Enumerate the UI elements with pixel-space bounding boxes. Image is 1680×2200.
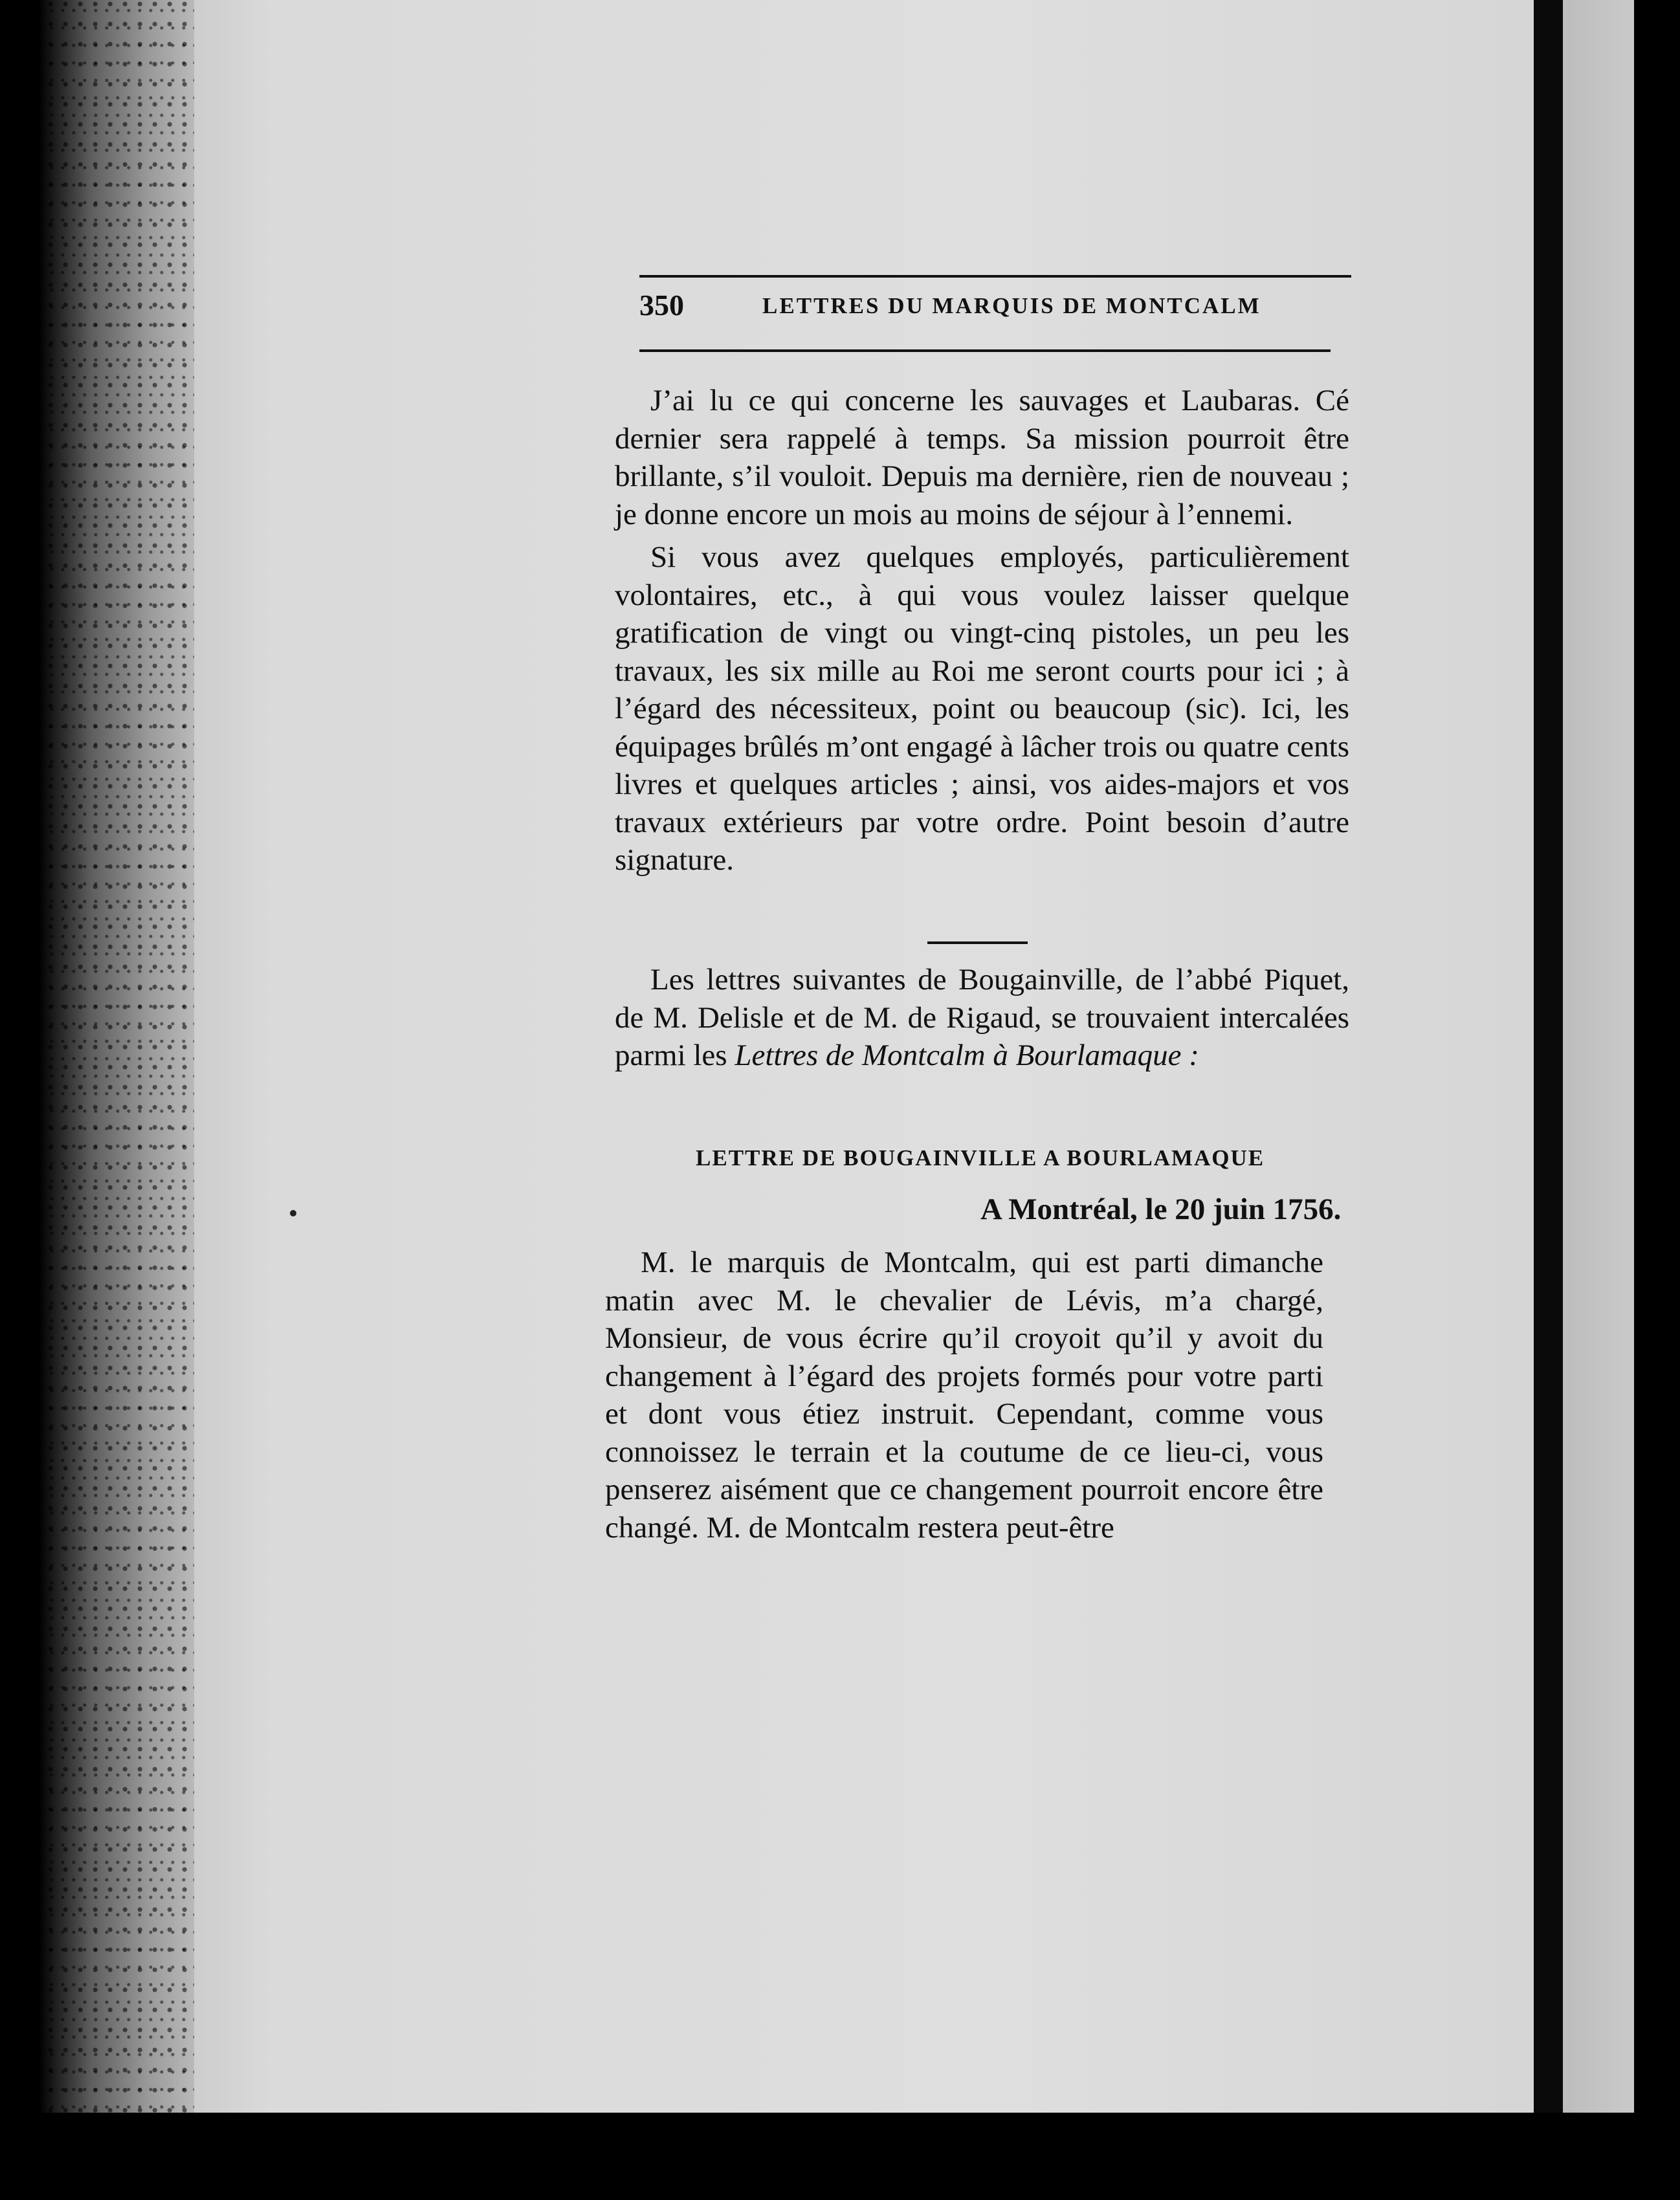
paragraph: Si vous avez quelques employés, particulièrement volontaires, etc., à qui vous voulez laisser quelque gratification de vingt ou vingt-cinq pistoles, un peu les travaux, les six mille au Roi me seront courts pour ici ; à l’égard des nécessiteux, point ou beaucoup (sic). Ici, les équipages brûlés m’ont engagé à lâcher trois ou quatre cents livres et quelques articles ; ainsi, vos aides-majors et vos travaux extérieurs par votre ordre. Point besoin d’autre signature. [615,540,1349,877]
intro-text-roman: Les lettres suivantes de Bougainville, de l’abbé Piquet, de M. Delisle et de M. de Rigaud, se trouvaient intercalées parmi les [615,963,1349,1072]
main-text-top [615,382,1349,879]
running-title: LETTRES DU MARQUIS DE MONTCALM [762,293,1261,318]
dateline: A Montréal, le 20 juin 1756. [980,1193,1342,1226]
paragraph: M. le marquis de Montcalm, qui est parti dimanche matin avec M. le chevalier de Lévis, m’a chargé, Monsieur, de vous écrire qu’il croyoit qu’il y avoit du changement à l’égard des projets formés pour votre parti et dont vous étiez instruit. Cependant, comme vous connoissez le terrain et la coutume de ce lieu-ci, vous penserez aisément que ce changement pourroit encore être changé. M. de Montcalm restera peut-être [605,1246,1323,1545]
section-divider [927,941,1028,944]
header-bottom-rule [639,349,1331,352]
margin-dot [290,1210,296,1216]
adjacent-page-edge [1563,0,1634,2135]
intro-text [615,961,1349,1075]
scan-bottom-edge [0,2113,1680,2200]
letter-heading: LETTRE DE BOUGAINVILLE A BOURLAMAQUE [696,1145,1265,1171]
italic-title: Lettres de Montcalm à Bourlamaque : [735,1039,1199,1072]
paragraph [615,961,1349,1075]
scan-left-edge [0,0,214,2200]
gutter-shadow [1534,0,1563,2135]
scan-right-edge [1634,0,1680,2200]
page-number: 350 [639,289,684,322]
paragraph: J’ai lu ce qui concerne les sauvages et Laubaras. Cé dernier sera rappelé à temps. Sa mission pourroit être brillante, s’il vouloit. Depuis ma dernière, rien de nouveau ; je donne encore un mois au moins de séjour à l’ennemi. [615,384,1349,531]
running-head [639,288,1351,327]
header-top-rule [639,275,1351,278]
letter-body [605,1244,1323,1546]
